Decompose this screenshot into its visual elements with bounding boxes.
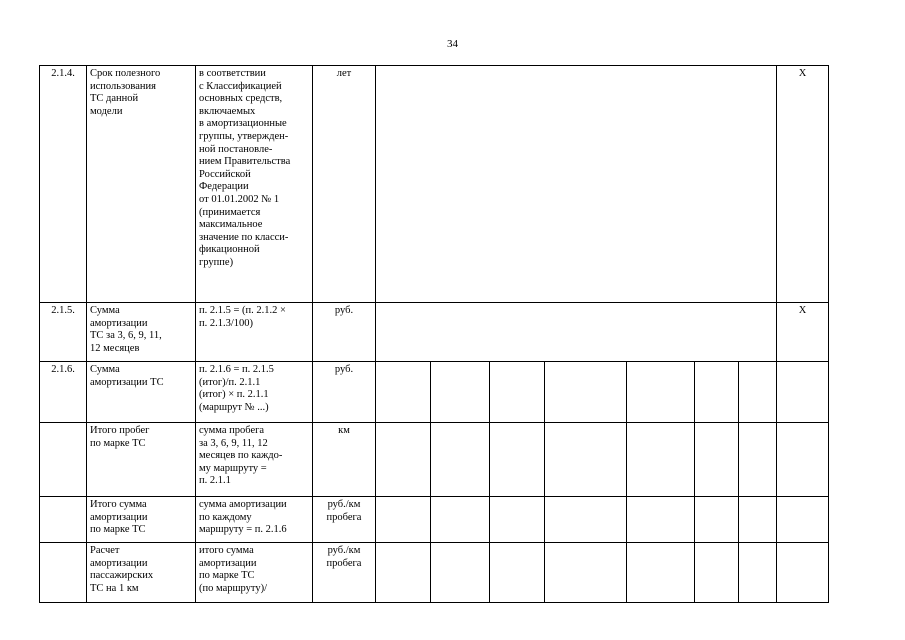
empty-cell bbox=[739, 362, 777, 423]
table-row bbox=[40, 362, 829, 423]
empty-cell bbox=[490, 497, 545, 543]
page-number: 34 bbox=[447, 38, 458, 50]
empty-cell bbox=[431, 362, 490, 423]
table-row bbox=[40, 66, 829, 303]
empty-cell bbox=[695, 362, 739, 423]
formula-cell: итого сумма амортизации по марке ТС (по маршруту)/ bbox=[196, 543, 313, 603]
empty-cell bbox=[739, 423, 777, 497]
indicator-name: Сумма амортизации ТС за 3, 6, 9, 11, 12 месяцев bbox=[87, 303, 196, 362]
row-number: 2.1.4. bbox=[40, 66, 87, 303]
empty-cell bbox=[695, 423, 739, 497]
empty-cell bbox=[431, 423, 490, 497]
empty-cell bbox=[777, 497, 829, 543]
empty-cell bbox=[545, 497, 627, 543]
empty-cell bbox=[376, 497, 431, 543]
empty-cell bbox=[431, 497, 490, 543]
indicator-name: Сумма амортизации ТС bbox=[87, 362, 196, 423]
amortization-table bbox=[39, 65, 829, 603]
empty-cell bbox=[545, 423, 627, 497]
empty-cell bbox=[739, 543, 777, 603]
empty-merged-cell bbox=[376, 303, 777, 362]
empty-cell bbox=[490, 543, 545, 603]
row-number bbox=[40, 543, 87, 603]
empty-cell bbox=[777, 423, 829, 497]
indicator-name: Итого пробег по марке ТС bbox=[87, 423, 196, 497]
empty-cell bbox=[545, 362, 627, 423]
empty-cell bbox=[777, 362, 829, 423]
empty-cell bbox=[695, 543, 739, 603]
formula-cell: сумма амортизации по каждому маршруту = п. 2.1.6 bbox=[196, 497, 313, 543]
row-number: 2.1.6. bbox=[40, 362, 87, 423]
empty-cell bbox=[627, 423, 695, 497]
empty-cell bbox=[777, 543, 829, 603]
x-mark-cell: X bbox=[777, 303, 829, 362]
table-row bbox=[40, 423, 829, 497]
empty-cell bbox=[490, 423, 545, 497]
unit-cell: руб./км пробега bbox=[313, 497, 376, 543]
unit-cell: км bbox=[313, 423, 376, 497]
row-number bbox=[40, 423, 87, 497]
empty-cell bbox=[695, 497, 739, 543]
unit-cell: руб. bbox=[313, 362, 376, 423]
table-row bbox=[40, 303, 829, 362]
indicator-name: Итого сумма амортизации по марке ТС bbox=[87, 497, 196, 543]
x-mark-cell: X bbox=[777, 66, 829, 303]
formula-cell: сумма пробега за 3, 6, 9, 11, 12 месяцев по каждо- му маршруту = п. 2.1.1 bbox=[196, 423, 313, 497]
unit-cell: лет bbox=[313, 66, 376, 303]
table-row bbox=[40, 497, 829, 543]
empty-merged-cell bbox=[376, 66, 777, 303]
empty-cell bbox=[627, 497, 695, 543]
empty-cell bbox=[376, 543, 431, 603]
row-number bbox=[40, 497, 87, 543]
indicator-name: Срок полезного использования ТС данной модели bbox=[87, 66, 196, 303]
empty-cell bbox=[739, 497, 777, 543]
formula-cell: п. 2.1.6 = п. 2.1.5 (итог)/п. 2.1.1 (итог) × п. 2.1.1 (маршрут № ...) bbox=[196, 362, 313, 423]
indicator-name: Расчет амортизации пассажирских ТС на 1 км bbox=[87, 543, 196, 603]
row-number: 2.1.5. bbox=[40, 303, 87, 362]
empty-cell bbox=[627, 543, 695, 603]
empty-cell bbox=[376, 362, 431, 423]
empty-cell bbox=[376, 423, 431, 497]
unit-cell: руб. bbox=[313, 303, 376, 362]
empty-cell bbox=[545, 543, 627, 603]
empty-cell bbox=[490, 362, 545, 423]
unit-cell: руб./км пробега bbox=[313, 543, 376, 603]
table-row bbox=[40, 543, 829, 603]
empty-cell bbox=[627, 362, 695, 423]
formula-cell: в соответствии с Классификацией основных средств, включаемых в амортизационные группы, утвержден- ной постановле- нием Правительства Российской Федерации от 01.01.2002 № 1 (принимается максимальное значение по класси- фикационной группе) bbox=[196, 66, 313, 303]
empty-cell bbox=[431, 543, 490, 603]
formula-cell: п. 2.1.5 = (п. 2.1.2 × п. 2.1.3/100) bbox=[196, 303, 313, 362]
